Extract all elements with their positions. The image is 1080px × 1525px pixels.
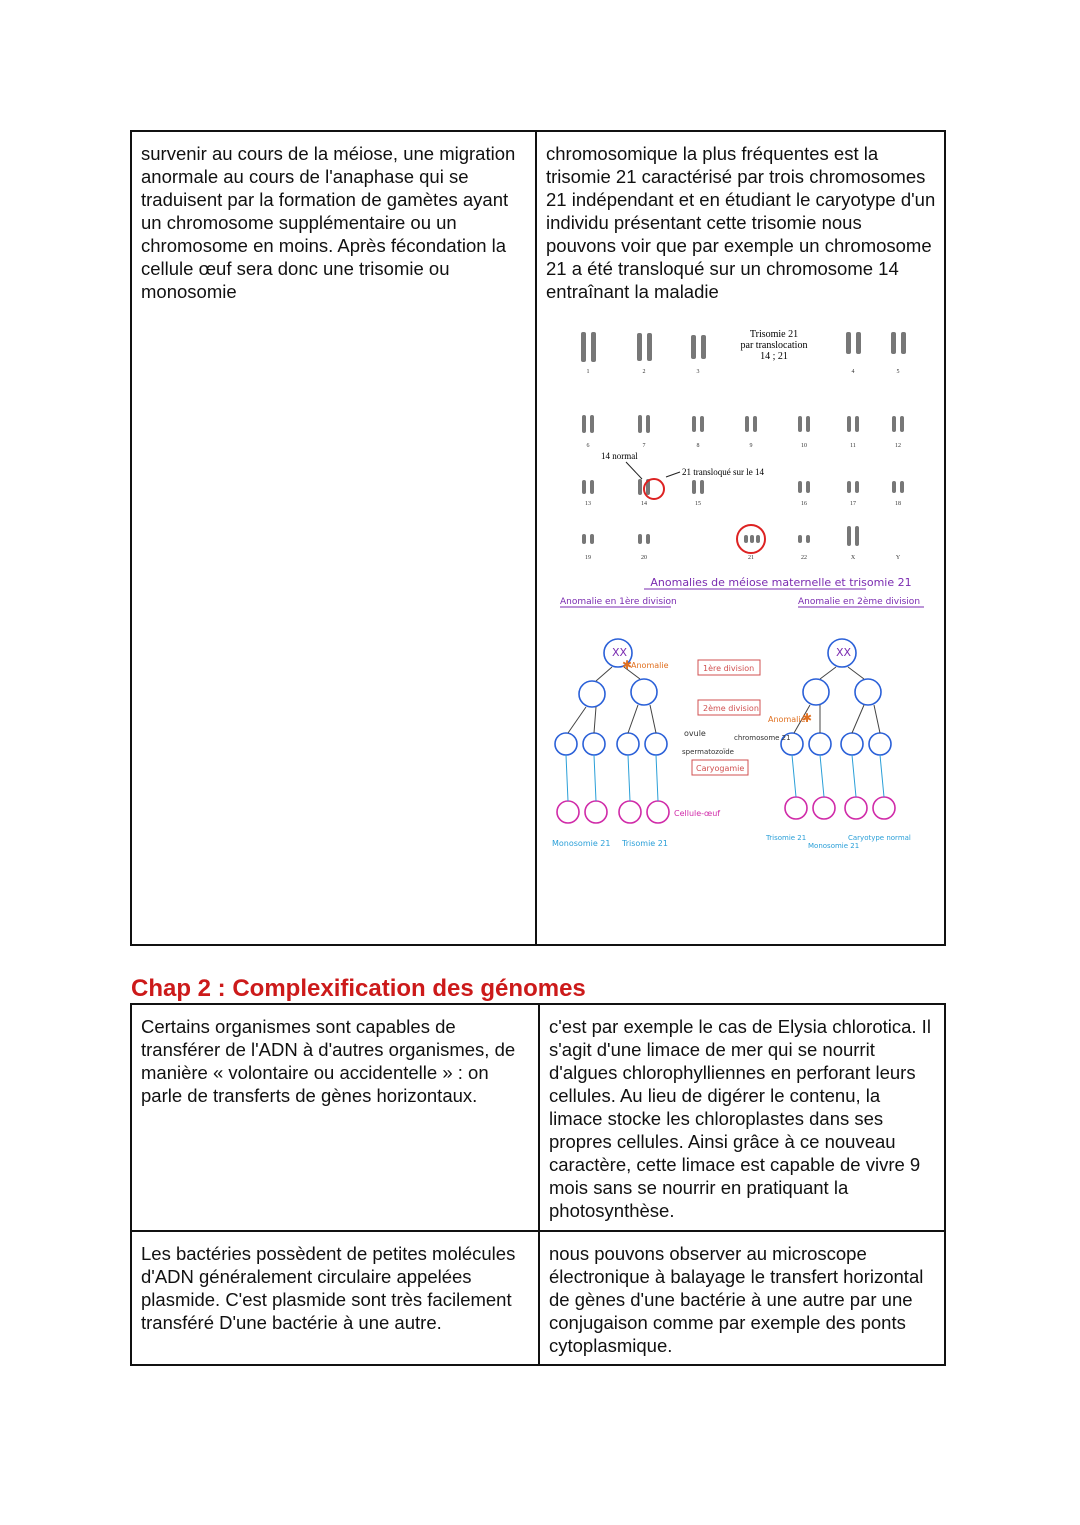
karyotype-title-1: Trisomie 21 (749, 329, 799, 340)
num-2: 2 (642, 369, 646, 375)
ovule-label: ovule (684, 729, 706, 738)
num-12: 12 (895, 443, 901, 449)
box1-label: 1ère division (703, 664, 755, 673)
table-row (131, 1004, 945, 1231)
arrow-21-transloc (666, 472, 680, 477)
trisomy-text: chromosomique la plus fréquentes est la trisomie 21 caractérisé par trois chromosomes 21 indépendant et en étudiant le caryotype d'un individu présentant cette trisomie nous pouvons voir que par exemple un chromosome 21 a été transloqué sur un chromosome 14 entraînant la maladie (546, 143, 936, 302)
monosomie-right: Monosomie 21 (808, 842, 860, 850)
num-19: 19 (585, 555, 591, 561)
trisomie-right: Trisomie 21 (766, 834, 807, 842)
trisomie-left: Trisomie 21 (622, 839, 668, 848)
egg-l1 (557, 801, 579, 823)
spermatozoide-label: spermatozoïde (682, 748, 734, 756)
genome-table (130, 1003, 946, 1366)
gamete-r3 (841, 733, 863, 755)
num-15: 15 (695, 501, 701, 507)
anomalie-left: Anomalie (631, 661, 669, 670)
label-21-transloc: 21 transloqué sur le 14 (682, 467, 764, 477)
num-22: 22 (801, 555, 807, 561)
num-14: 14 (641, 501, 647, 507)
arrow-14-normal (626, 462, 642, 479)
karyotype-title-2: par translocation (740, 340, 808, 351)
anomalie-right: Anomalie (768, 715, 806, 724)
cell-left-b (631, 679, 657, 705)
num-y: Y (895, 555, 901, 561)
num-7: 7 (642, 443, 646, 449)
num-18: 18 (895, 501, 901, 507)
meiosis-diagram (546, 576, 936, 871)
monosomie-left: Monosomie 21 (552, 839, 611, 848)
karyotype-title-3: 14 ; 21 (760, 351, 788, 362)
cell-right-b (855, 679, 881, 705)
karyotype-numbers (585, 369, 901, 561)
meiosis-left-text: survenir au cours de la méiose, une migration anormale au cours de l'anaphase qui se traduisent par la formation de gamètes ayant un chromosome supplémentaire ou un chromosome en moins. Après fécondation la cellule œuf sera donc une trisomie ou monosomie (131, 131, 536, 945)
gamete-r4 (869, 733, 891, 755)
sperm-lines (566, 755, 884, 801)
gamete-l4 (645, 733, 667, 755)
conjugation-text: nous pouvons observer au microscope électronique à balayage le transfert horizontal de gènes d'une bactérie à une autre par une conjugaison comme par exemple des ponts cytoplasmique. (539, 1231, 945, 1365)
num-21: 21 (748, 555, 754, 561)
num-20: 20 (641, 555, 647, 561)
num-6: 6 (586, 443, 590, 449)
xx-top-right: XX (836, 646, 852, 659)
right-cells (781, 639, 895, 819)
cellule-oeuf-label: Cellule-œuf (674, 809, 721, 818)
num-11: 11 (850, 443, 856, 449)
meiosis-table (130, 130, 946, 946)
egg-r2 (813, 797, 835, 819)
num-1: 1 (586, 369, 590, 375)
cell-right-a (803, 679, 829, 705)
num-4: 4 (851, 369, 855, 375)
num-5: 5 (896, 369, 900, 375)
elysia-example: c'est par exemple le cas de Elysia chlorotica. Il s'agit d'une limace de mer qui se nourrit d'algues chlorophylliennes en perforant leurs cellules. Au lieu de digérer le contenu, la limace stocke les chloroplastes dans ses propres cellules. Ainsi grâce à ce nouveau caractère, cette limace est capable de vivre 9 mois sans se nourrir en pratiquant la photosynthèse. (539, 1004, 945, 1231)
num-16: 16 (801, 501, 807, 507)
cell-left-a (579, 681, 605, 707)
egg-l4 (647, 801, 669, 823)
karyotype-figure (546, 307, 936, 572)
num-17: 17 (850, 501, 856, 507)
gamete-r2 (809, 733, 831, 755)
table-row (131, 1231, 945, 1365)
caryogamie-label: Caryogamie (696, 764, 745, 773)
chapter-title: Chap 2 : Complexification des génomes (131, 975, 586, 1002)
caryotype-normal: Caryotype normal (848, 834, 911, 842)
karyotype-chromosomes (581, 332, 906, 546)
left-heading: Anomalie en 1ère division (560, 597, 677, 607)
egg-r4 (873, 797, 895, 819)
num-x: X (850, 555, 856, 561)
egg-r3 (845, 797, 867, 819)
right-heading: Anomalie en 2ème division (798, 597, 921, 607)
num-8: 8 (696, 443, 700, 449)
num-3: 3 (696, 369, 700, 375)
gamete-l1 (555, 733, 577, 755)
label-14-normal: 14 normal (601, 451, 638, 461)
anomaly-star-left: ✱ (622, 658, 633, 672)
egg-l3 (619, 801, 641, 823)
num-10: 10 (801, 443, 807, 449)
egg-l2 (585, 801, 607, 823)
meiosis-right-cell (536, 131, 945, 945)
hgt-definition: Certains organismes sont capables de transférer de l'ADN à d'autres organismes, de manière « volontaire ou accidentelle » : on parle de transferts de gènes horizontaux. (131, 1004, 539, 1231)
table-row (131, 131, 945, 945)
gamete-l2 (583, 733, 605, 755)
diagram-title: Anomalies de méiose maternelle et trisomie 21 (650, 576, 912, 589)
plasmid-text: Les bactéries possèdent de petites molécules d'ADN généralement circulaire appelées plasmide. C'est plasmide sont très facilement transféré D'une bactérie à une autre. (131, 1231, 539, 1365)
num-13: 13 (585, 501, 591, 507)
xx-top-left: XX (612, 646, 628, 659)
chromosome21-label: chromosome 21 (734, 734, 791, 742)
gamete-l3 (617, 733, 639, 755)
anomaly-star-right: ✱ (802, 711, 813, 725)
egg-r1 (785, 797, 807, 819)
box2-label: 2ème division (703, 704, 759, 713)
num-9: 9 (749, 443, 753, 449)
